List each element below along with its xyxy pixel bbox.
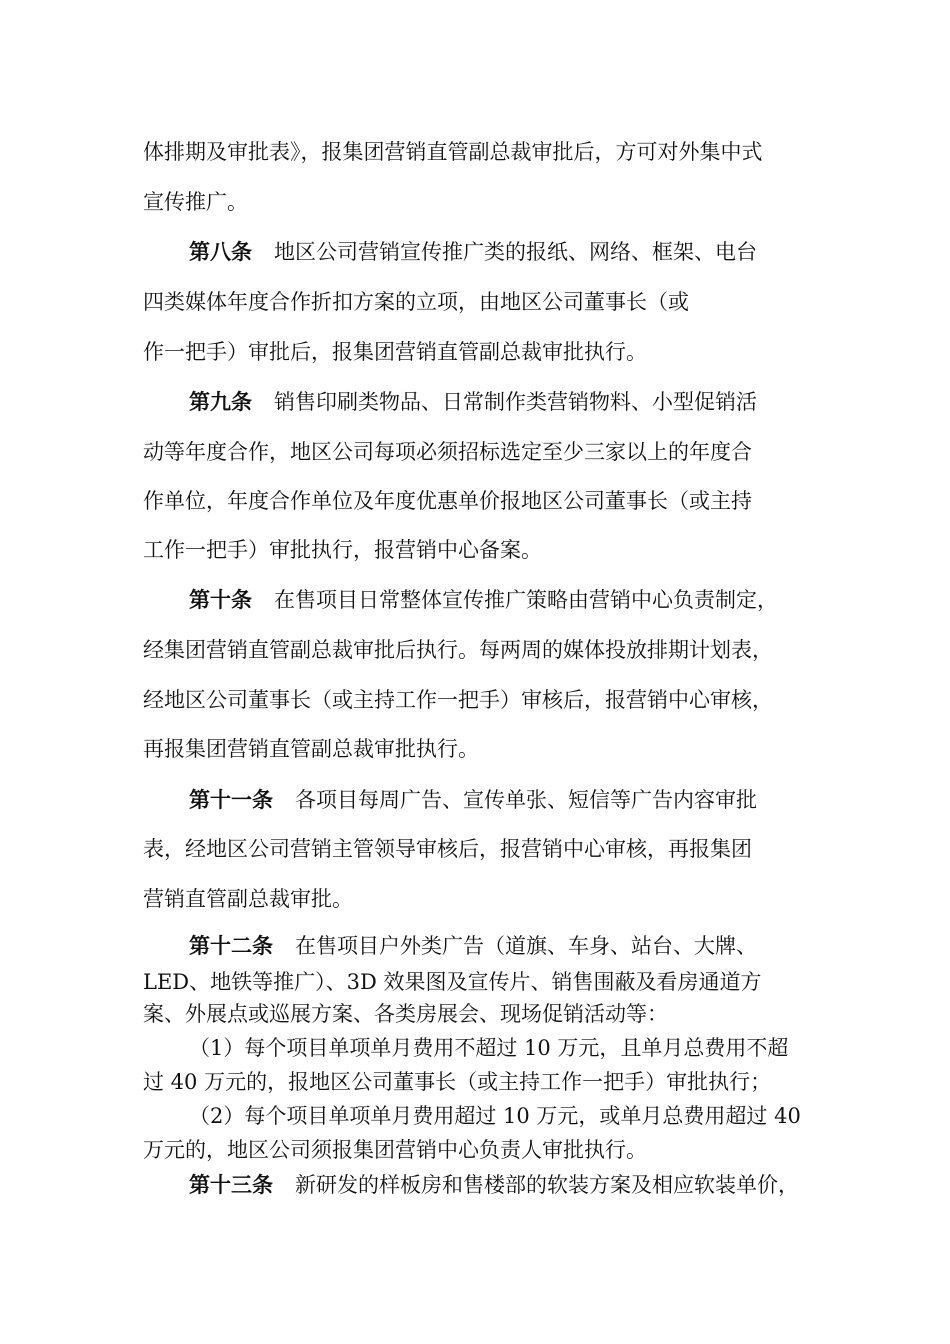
text-line — [143, 1000, 668, 1028]
text-line — [143, 288, 689, 316]
line-text: 表，经地区公司营销主管领导审核后，报营销中心审核，再报集团 — [143, 837, 752, 861]
article-13-line — [189, 1171, 799, 1199]
text-line — [143, 188, 248, 216]
line-text: 再报集团营销直管副总裁审批执行。 — [143, 737, 479, 761]
line-text: 案、外展点或巡展方案、各类房展会、现场促销活动等： — [143, 1002, 668, 1026]
line-text: 在售项目日常整体宣传推广策略由营销中心负责制定， — [274, 588, 778, 612]
line-text: 动等年度合作，地区公司每项必须招标选定至少三家以上的年度合 — [143, 440, 752, 464]
text-line — [143, 438, 752, 466]
line-text: 经集团营销直管副总裁审批后执行。每两周的媒体投放排期计划表， — [143, 638, 773, 662]
line-text: （2）每个项目单项单月费用超过 10 万元，或单月总费用超过 40 — [189, 1104, 801, 1128]
article-heading: 第十条 — [189, 587, 252, 612]
article-12-line — [189, 932, 757, 960]
text-line — [143, 735, 479, 763]
article-heading: 第九条 — [189, 389, 252, 414]
text-line — [143, 338, 647, 366]
text-line — [143, 1068, 771, 1096]
line-text: 过 40 万元的，报地区公司董事长（或主持工作一把手）审批执行； — [143, 1070, 772, 1094]
article-8-line — [189, 238, 757, 266]
article-heading: 第八条 — [189, 239, 252, 264]
line-text: 体排期及审批表》，报集团营销直管副总裁审批后，方可对外集中式 — [143, 140, 763, 164]
line-text: 四类媒体年度合作折扣方案的立项，由地区公司董事长（或 — [143, 290, 689, 314]
text-line — [143, 835, 752, 863]
line-text: 宣传推广。 — [143, 190, 248, 214]
line-text: 作一把手）审批后，报集团营销直管副总裁审批执行。 — [143, 340, 647, 364]
text-line — [143, 536, 542, 564]
article-heading: 第十三条 — [189, 1172, 273, 1197]
article-heading: 第十二条 — [189, 933, 273, 958]
line-text: 销售印刷类物品、日常制作类营销物料、小型促销活 — [274, 390, 757, 414]
line-text: 作单位，年度合作单位及年度优惠单价报地区公司董事长（或主持 — [143, 489, 752, 513]
article-11-line — [189, 786, 757, 814]
article-heading: 第十一条 — [189, 787, 273, 812]
line-text: 地区公司营销宣传推广类的报纸、网络、框架、电台 — [274, 240, 757, 264]
text-line — [143, 138, 763, 166]
line-text: 工作一把手）审批执行，报营销中心备案。 — [143, 538, 542, 562]
article-9-line — [189, 388, 757, 416]
text-line — [143, 636, 773, 664]
text-line — [143, 686, 773, 714]
line-text: 新研发的样板房和售楼部的软装方案及相应软装单价， — [295, 1173, 799, 1197]
line-text: 万元的，地区公司须报集团营销中心负责人审批执行。 — [143, 1138, 647, 1162]
text-line — [143, 968, 761, 996]
text-line — [143, 885, 353, 913]
line-text: （1）每个项目单项单月费用不超过 10 万元，且单月总费用不超 — [189, 1036, 789, 1060]
line-text: 各项目每周广告、宣传单张、短信等广告内容审批 — [295, 788, 757, 812]
text-line — [189, 1102, 801, 1130]
text-line — [189, 1034, 788, 1062]
line-text: 经地区公司董事长（或主持工作一把手）审核后，报营销中心审核， — [143, 688, 773, 712]
text-line — [143, 1136, 647, 1164]
line-text: LED、地铁等推广）、3D 效果图及宣传片、销售围蔽及看房通道方 — [143, 970, 762, 994]
line-text: 营销直管副总裁审批。 — [143, 887, 353, 911]
text-line — [143, 487, 752, 515]
line-text: 在售项目户外类广告（道旗、车身、站台、大牌、 — [295, 934, 757, 958]
article-10-line — [189, 586, 778, 614]
